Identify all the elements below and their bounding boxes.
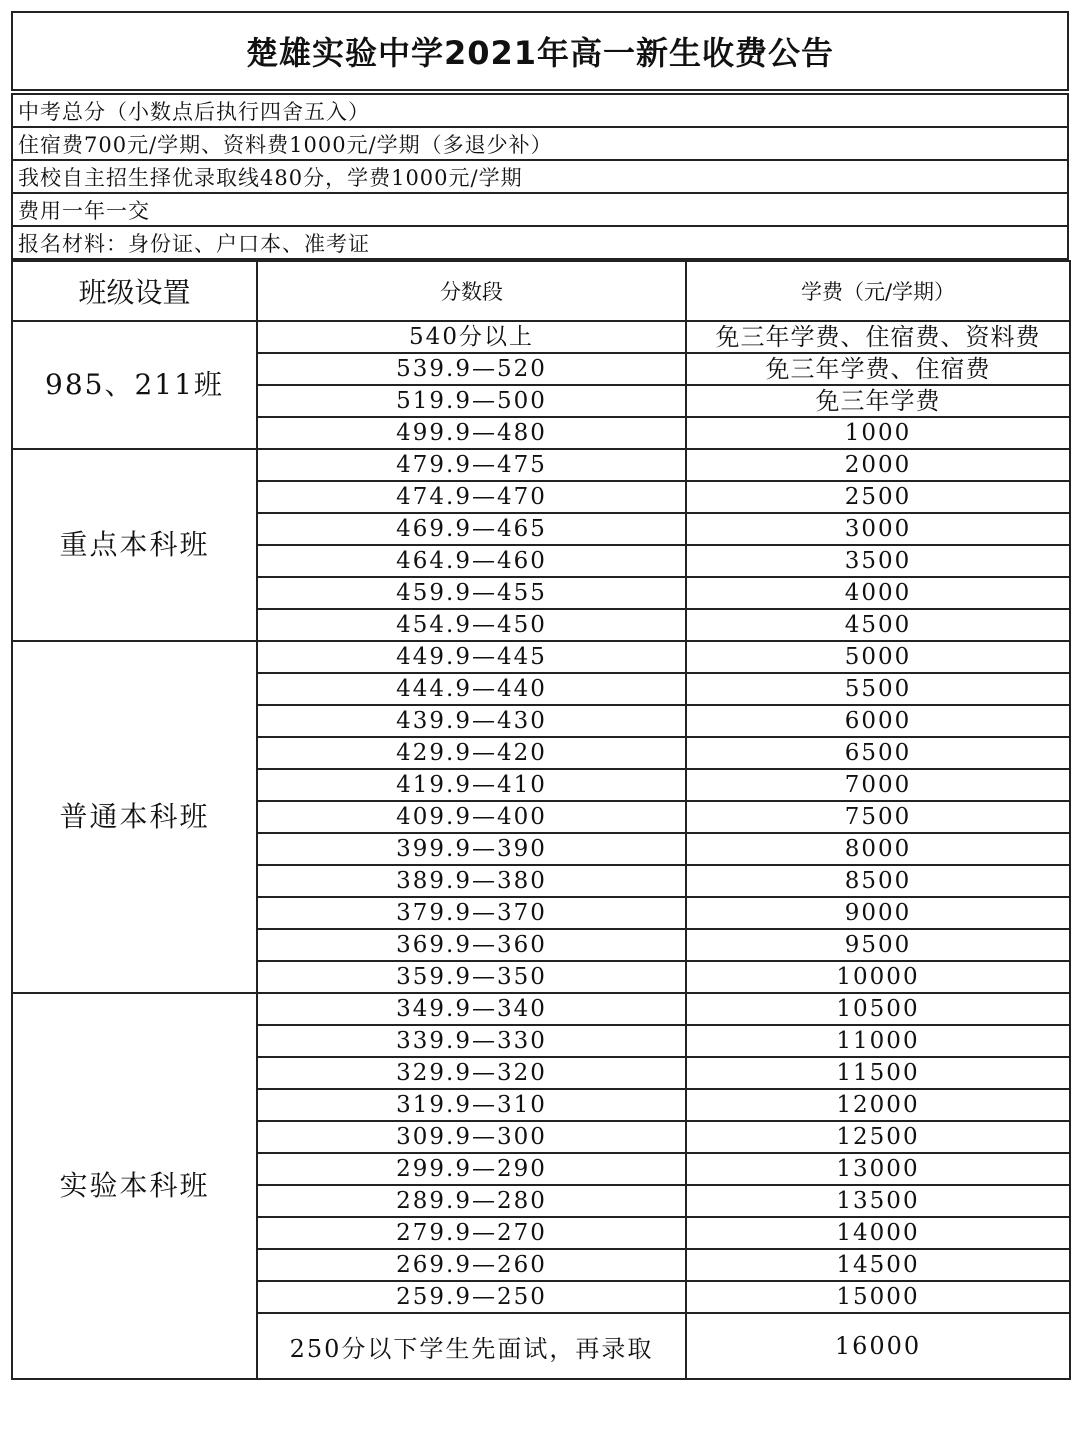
- table-row: [12, 993, 1070, 1025]
- tuition-cell: 11000: [686, 1025, 1070, 1057]
- tuition-cell: 1000: [686, 417, 1070, 449]
- tuition-cell: 14000: [686, 1217, 1070, 1249]
- note-row: 中考总分（小数点后执行四舍五入）: [11, 93, 1069, 128]
- class-group-cell: 普通本科班: [12, 641, 257, 993]
- note-row: 住宿费700元/学期、资料费1000元/学期（多退少补）: [11, 128, 1069, 161]
- class-group-cell: 重点本科班: [12, 449, 257, 641]
- tuition-cell: 5000: [686, 641, 1070, 673]
- tuition-cell: 9000: [686, 897, 1070, 929]
- header-fee: 学费（元/学期）: [686, 261, 1070, 321]
- tuition-cell: 3000: [686, 513, 1070, 545]
- score-range-cell: 279.9—270: [257, 1217, 686, 1249]
- score-range-cell: 329.9—320: [257, 1057, 686, 1089]
- tuition-cell: 16000: [686, 1313, 1070, 1379]
- tuition-cell: 免三年学费、住宿费、资料费: [686, 321, 1070, 353]
- score-range-cell: 349.9—340: [257, 993, 686, 1025]
- score-range-cell: 539.9—520: [257, 353, 686, 385]
- score-range-cell: 444.9—440: [257, 673, 686, 705]
- score-range-cell: 389.9—380: [257, 865, 686, 897]
- score-range-cell: 464.9—460: [257, 545, 686, 577]
- tuition-cell: 免三年学费、住宿费: [686, 353, 1070, 385]
- tuition-cell: 6000: [686, 705, 1070, 737]
- tuition-cell: 9500: [686, 929, 1070, 961]
- score-range-cell: 259.9—250: [257, 1281, 686, 1313]
- score-range-cell: 369.9—360: [257, 929, 686, 961]
- note-row: 我校自主招生择优录取线480分，学费1000元/学期: [11, 161, 1069, 194]
- score-range-cell: 399.9—390: [257, 833, 686, 865]
- tuition-cell: 15000: [686, 1281, 1070, 1313]
- tuition-cell: 14500: [686, 1249, 1070, 1281]
- tuition-cell: 6500: [686, 737, 1070, 769]
- score-range-cell: 419.9—410: [257, 769, 686, 801]
- tuition-cell: 13500: [686, 1185, 1070, 1217]
- score-range-cell: 479.9—475: [257, 449, 686, 481]
- score-range-cell: 459.9—455: [257, 577, 686, 609]
- class-group-cell: 985、211班: [12, 321, 257, 449]
- fee-notice-sheet: [11, 11, 1069, 1380]
- table-row: [12, 449, 1070, 481]
- score-range-cell: 519.9—500: [257, 385, 686, 417]
- tuition-cell: 8500: [686, 865, 1070, 897]
- page-title: 楚雄实验中学2021年高一新生收费公告: [11, 11, 1069, 91]
- score-range-cell: 469.9—465: [257, 513, 686, 545]
- score-range-cell: 299.9—290: [257, 1153, 686, 1185]
- note-row: 费用一年一交: [11, 194, 1069, 227]
- tuition-cell: 4500: [686, 609, 1070, 641]
- score-range-cell: 409.9—400: [257, 801, 686, 833]
- tuition-cell: 3500: [686, 545, 1070, 577]
- note-row: 报名材料：身份证、户口本、准考证: [11, 227, 1069, 260]
- table-row: [12, 641, 1070, 673]
- table-header-row: [12, 261, 1070, 321]
- score-range-cell: 429.9—420: [257, 737, 686, 769]
- tuition-cell: 10000: [686, 961, 1070, 993]
- score-range-cell: 540分以上: [257, 321, 686, 353]
- score-range-cell: 339.9—330: [257, 1025, 686, 1057]
- fee-table: [11, 260, 1071, 1380]
- tuition-cell: 12000: [686, 1089, 1070, 1121]
- header-score: 分数段: [257, 261, 686, 321]
- score-range-cell: 309.9—300: [257, 1121, 686, 1153]
- score-range-cell: 449.9—445: [257, 641, 686, 673]
- tuition-cell: 8000: [686, 833, 1070, 865]
- table-row: [12, 321, 1070, 353]
- score-range-cell: 454.9—450: [257, 609, 686, 641]
- tuition-cell: 13000: [686, 1153, 1070, 1185]
- tuition-cell: 免三年学费: [686, 385, 1070, 417]
- tuition-cell: 10500: [686, 993, 1070, 1025]
- tuition-cell: 7000: [686, 769, 1070, 801]
- tuition-cell: 11500: [686, 1057, 1070, 1089]
- header-class: 班级设置: [12, 261, 257, 321]
- score-range-cell: 439.9—430: [257, 705, 686, 737]
- score-range-cell: 379.9—370: [257, 897, 686, 929]
- tuition-cell: 4000: [686, 577, 1070, 609]
- tuition-cell: 12500: [686, 1121, 1070, 1153]
- score-range-cell: 499.9—480: [257, 417, 686, 449]
- tuition-cell: 5500: [686, 673, 1070, 705]
- tuition-cell: 2000: [686, 449, 1070, 481]
- score-range-cell: 474.9—470: [257, 481, 686, 513]
- score-range-cell: 269.9—260: [257, 1249, 686, 1281]
- score-range-cell: 319.9—310: [257, 1089, 686, 1121]
- score-range-cell: 289.9—280: [257, 1185, 686, 1217]
- score-range-cell: 250分以下学生先面试，再录取: [257, 1313, 686, 1379]
- class-group-cell: 实验本科班: [12, 993, 257, 1379]
- score-range-cell: 359.9—350: [257, 961, 686, 993]
- tuition-cell: 7500: [686, 801, 1070, 833]
- tuition-cell: 2500: [686, 481, 1070, 513]
